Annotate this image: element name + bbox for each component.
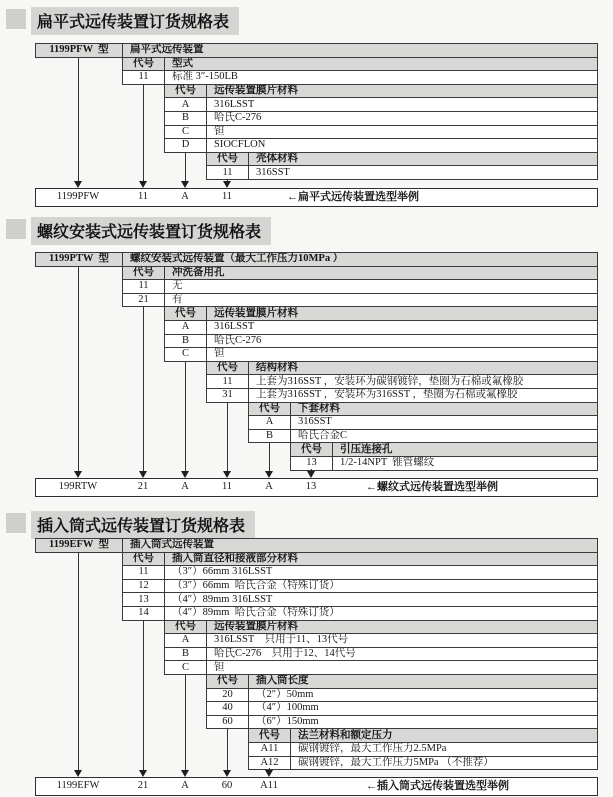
example-row <box>35 188 598 207</box>
table-row <box>164 306 598 321</box>
row-desc: 钽 <box>214 661 225 673</box>
table-row <box>206 688 598 703</box>
row-code: B <box>165 648 207 661</box>
arrow-down-icon <box>139 181 147 188</box>
row-code: B <box>165 335 207 348</box>
drop-line <box>143 84 144 181</box>
arrow-down-icon <box>223 770 231 777</box>
arrow-down-icon <box>139 770 147 777</box>
drop-line <box>78 266 79 471</box>
table-row <box>206 374 598 389</box>
row-code: 代号 <box>207 153 249 166</box>
row-desc: （4″）89mm 哈氏合金（特殊订货） <box>172 607 340 619</box>
row-code: A <box>165 98 207 111</box>
table-row <box>122 57 598 72</box>
bullet-square-icon <box>6 513 26 533</box>
table-row <box>248 429 598 444</box>
row-desc: 远传装置膜片材料 <box>214 620 298 632</box>
row-desc: 上套为316SST ，安装环为316SST ，垫圈为石棉或氟橡胶 <box>256 389 518 401</box>
example-model: 199RTW <box>58 481 98 492</box>
example-code: 11 <box>221 481 233 492</box>
table-row <box>290 442 598 457</box>
row-desc: 有 <box>172 294 183 306</box>
row-desc: 螺纹安装式远传装置（最大工作压力10MPa ） <box>130 253 344 265</box>
row-desc: 型式 <box>172 57 193 69</box>
row-code: A <box>165 634 207 647</box>
row-desc: 结构材料 <box>256 362 298 374</box>
row-code: A <box>165 321 207 334</box>
arrow-down-icon <box>181 770 189 777</box>
row-desc: 316LSST <box>214 98 255 110</box>
drop-line <box>78 57 79 181</box>
row-code: 代号 <box>207 362 249 375</box>
table-row <box>206 701 598 716</box>
example-code: 60 <box>221 780 233 791</box>
table-row <box>122 552 598 567</box>
row-code: 21 <box>123 294 165 307</box>
row-code: 11 <box>123 280 165 293</box>
table-row <box>206 361 598 376</box>
row-code: 代号 <box>207 675 249 688</box>
row-desc: 冲洗备用孔 <box>172 266 225 278</box>
table-row <box>290 456 598 471</box>
table-row <box>164 660 598 675</box>
example-note: ←扁平式远传装置选型举例 <box>287 191 419 203</box>
table-row <box>248 728 598 743</box>
row-code: C <box>165 126 207 139</box>
row-desc: 316LSST <box>214 321 255 333</box>
example-code: 13 <box>305 481 317 492</box>
drop-line <box>269 442 270 471</box>
table-row <box>164 334 598 349</box>
section-title: 插入筒式远传装置订货规格表 <box>31 511 255 539</box>
table-row <box>122 579 598 594</box>
bullet-square-icon <box>6 9 26 29</box>
table-row <box>164 647 598 662</box>
row-code: 1199PTW 型 <box>36 253 123 266</box>
row-desc: （4″）89mm 316LSST <box>172 593 273 605</box>
table-row <box>248 742 598 757</box>
row-code: 40 <box>207 702 249 715</box>
table-row <box>35 252 598 267</box>
arrow-down-icon <box>223 471 231 478</box>
row-desc: 引压连接孔 <box>340 443 393 455</box>
example-code: 21 <box>137 481 149 492</box>
row-desc: 钽 <box>214 348 225 360</box>
drop-line <box>227 402 228 471</box>
row-code: 14 <box>123 607 165 620</box>
row-code: 12 <box>123 580 165 593</box>
row-desc: （3″）66mm 哈氏合金（特殊订货） <box>172 580 340 592</box>
example-model: 1199PFW <box>56 191 100 202</box>
row-desc: （4″）100mm <box>256 702 319 714</box>
row-code: A <box>249 416 291 429</box>
table-row <box>206 715 598 730</box>
row-desc: 标准 3″-150LB <box>172 71 238 83</box>
row-desc: 316LSST 只用于11、13代号 <box>214 634 349 646</box>
arrow-down-icon <box>223 181 231 188</box>
row-code: 代号 <box>291 443 333 456</box>
row-desc: 哈氏C-276 <box>214 112 262 124</box>
row-desc: 远传装置膜片材料 <box>214 85 298 97</box>
row-desc: 1/2-14NPT 锥管螺纹 <box>340 457 435 469</box>
row-code: 代号 <box>165 307 207 320</box>
row-desc: 插入筒长度 <box>256 675 309 687</box>
section-title: 扁平式远传装置订货规格表 <box>31 7 239 35</box>
row-desc: 碳钢镀锌，最大工作压力2.5MPa <box>298 743 447 755</box>
arrow-down-icon <box>307 471 315 478</box>
drop-line <box>185 361 186 471</box>
row-code: 60 <box>207 716 249 729</box>
row-desc: （2″）50mm <box>256 688 314 700</box>
row-code: 代号 <box>165 621 207 634</box>
row-code: 13 <box>123 593 165 606</box>
row-code: A11 <box>249 743 291 756</box>
row-desc: 哈氏合金C <box>298 430 348 442</box>
table-row <box>122 606 598 621</box>
drop-line <box>143 620 144 770</box>
row-code: 代号 <box>249 729 291 742</box>
table-row <box>164 125 598 140</box>
row-desc: （3″）66mm 316LSST <box>172 566 273 578</box>
table-row <box>164 620 598 635</box>
row-desc: 哈氏C-276 只用于12、14代号 <box>214 648 356 660</box>
table-row <box>248 415 598 430</box>
row-code: 代号 <box>123 553 165 566</box>
arrow-down-icon <box>139 471 147 478</box>
row-desc: 插入筒式远传装置 <box>130 539 214 551</box>
table-row <box>164 97 598 112</box>
drop-line <box>185 674 186 770</box>
row-code: 代号 <box>123 58 165 71</box>
arrow-down-icon <box>181 181 189 188</box>
arrow-down-icon <box>74 471 82 478</box>
row-code: 11 <box>207 375 249 388</box>
example-code: A <box>181 481 189 492</box>
table-row <box>122 293 598 308</box>
row-desc: 扁平式远传装置 <box>130 44 204 56</box>
row-code: C <box>165 348 207 361</box>
arrow-down-icon <box>74 181 82 188</box>
row-code: 31 <box>207 389 249 402</box>
row-desc: 法兰材料和额定压力 <box>298 729 393 741</box>
table-row <box>164 633 598 648</box>
table-row <box>122 70 598 85</box>
row-code: 1199PFW 型 <box>36 44 123 57</box>
table-row <box>206 152 598 167</box>
row-code: 1199EFW 型 <box>36 539 123 552</box>
table-row <box>206 674 598 689</box>
arrow-down-icon <box>181 471 189 478</box>
example-code: A11 <box>260 780 278 791</box>
arrow-down-icon <box>74 770 82 777</box>
row-desc: 下套材料 <box>298 402 340 414</box>
row-desc: 插入筒直径和接液部分材料 <box>172 552 298 564</box>
row-desc: 远传装置膜片材料 <box>214 307 298 319</box>
row-code: B <box>249 430 291 443</box>
drop-line <box>185 152 186 181</box>
table-row <box>248 756 598 771</box>
table-row <box>122 266 598 281</box>
table-row <box>248 402 598 417</box>
row-desc: 钽 <box>214 125 225 137</box>
row-desc: 壳体材料 <box>256 153 298 165</box>
example-code: A <box>181 780 189 791</box>
table-row <box>164 84 598 99</box>
row-code: 11 <box>123 71 165 84</box>
example-note: ←螺纹式远传装置选型举例 <box>366 481 498 493</box>
drop-line <box>143 306 144 471</box>
row-code: 11 <box>123 566 165 579</box>
drop-line <box>227 728 228 770</box>
row-desc: 316SST <box>298 416 332 428</box>
arrow-down-icon <box>265 471 273 478</box>
table-row <box>122 565 598 580</box>
example-note: ←插入筒式远传装置选型举例 <box>366 780 509 792</box>
table-row <box>206 165 598 180</box>
row-code: 20 <box>207 689 249 702</box>
row-code: D <box>165 139 207 152</box>
arrow-down-icon <box>265 770 273 777</box>
row-code: 代号 <box>249 403 291 416</box>
table-row <box>164 320 598 335</box>
example-code: 11 <box>137 191 149 202</box>
row-desc: SIOCFLON <box>214 139 266 151</box>
row-desc: （6″）150mm <box>256 716 319 728</box>
bullet-square-icon <box>6 219 26 239</box>
table-row <box>164 347 598 362</box>
row-code: 11 <box>207 166 249 179</box>
row-desc: 316SST <box>256 166 290 178</box>
table-row <box>164 111 598 126</box>
example-code: 11 <box>221 191 233 202</box>
section-title: 螺纹安装式远传装置订货规格表 <box>31 217 271 245</box>
drop-line <box>78 552 79 770</box>
row-code: 代号 <box>123 267 165 280</box>
table-row <box>122 279 598 294</box>
table-row <box>122 592 598 607</box>
row-code: 13 <box>291 457 333 470</box>
row-desc: 碳钢镀锌，最大工作压力5MPa （不推荐） <box>298 756 494 768</box>
example-row <box>35 777 598 796</box>
row-code: 代号 <box>165 85 207 98</box>
row-desc: 上套为316SST ，安装环为碳钢镀锌，垫圈为石棉或氟橡胶 <box>256 375 524 387</box>
row-desc: 无 <box>172 280 183 292</box>
example-row <box>35 478 598 497</box>
row-desc: 哈氏C-276 <box>214 334 262 346</box>
row-code: C <box>165 661 207 674</box>
example-code: A <box>265 481 273 492</box>
table-row <box>164 138 598 153</box>
example-code: 21 <box>137 780 149 791</box>
row-code: A12 <box>249 757 291 770</box>
table-row <box>206 388 598 403</box>
table-row <box>35 538 598 553</box>
example-model: 1199EFW <box>56 780 100 791</box>
table-row <box>35 43 598 58</box>
example-code: A <box>181 191 189 202</box>
row-code: B <box>165 112 207 125</box>
